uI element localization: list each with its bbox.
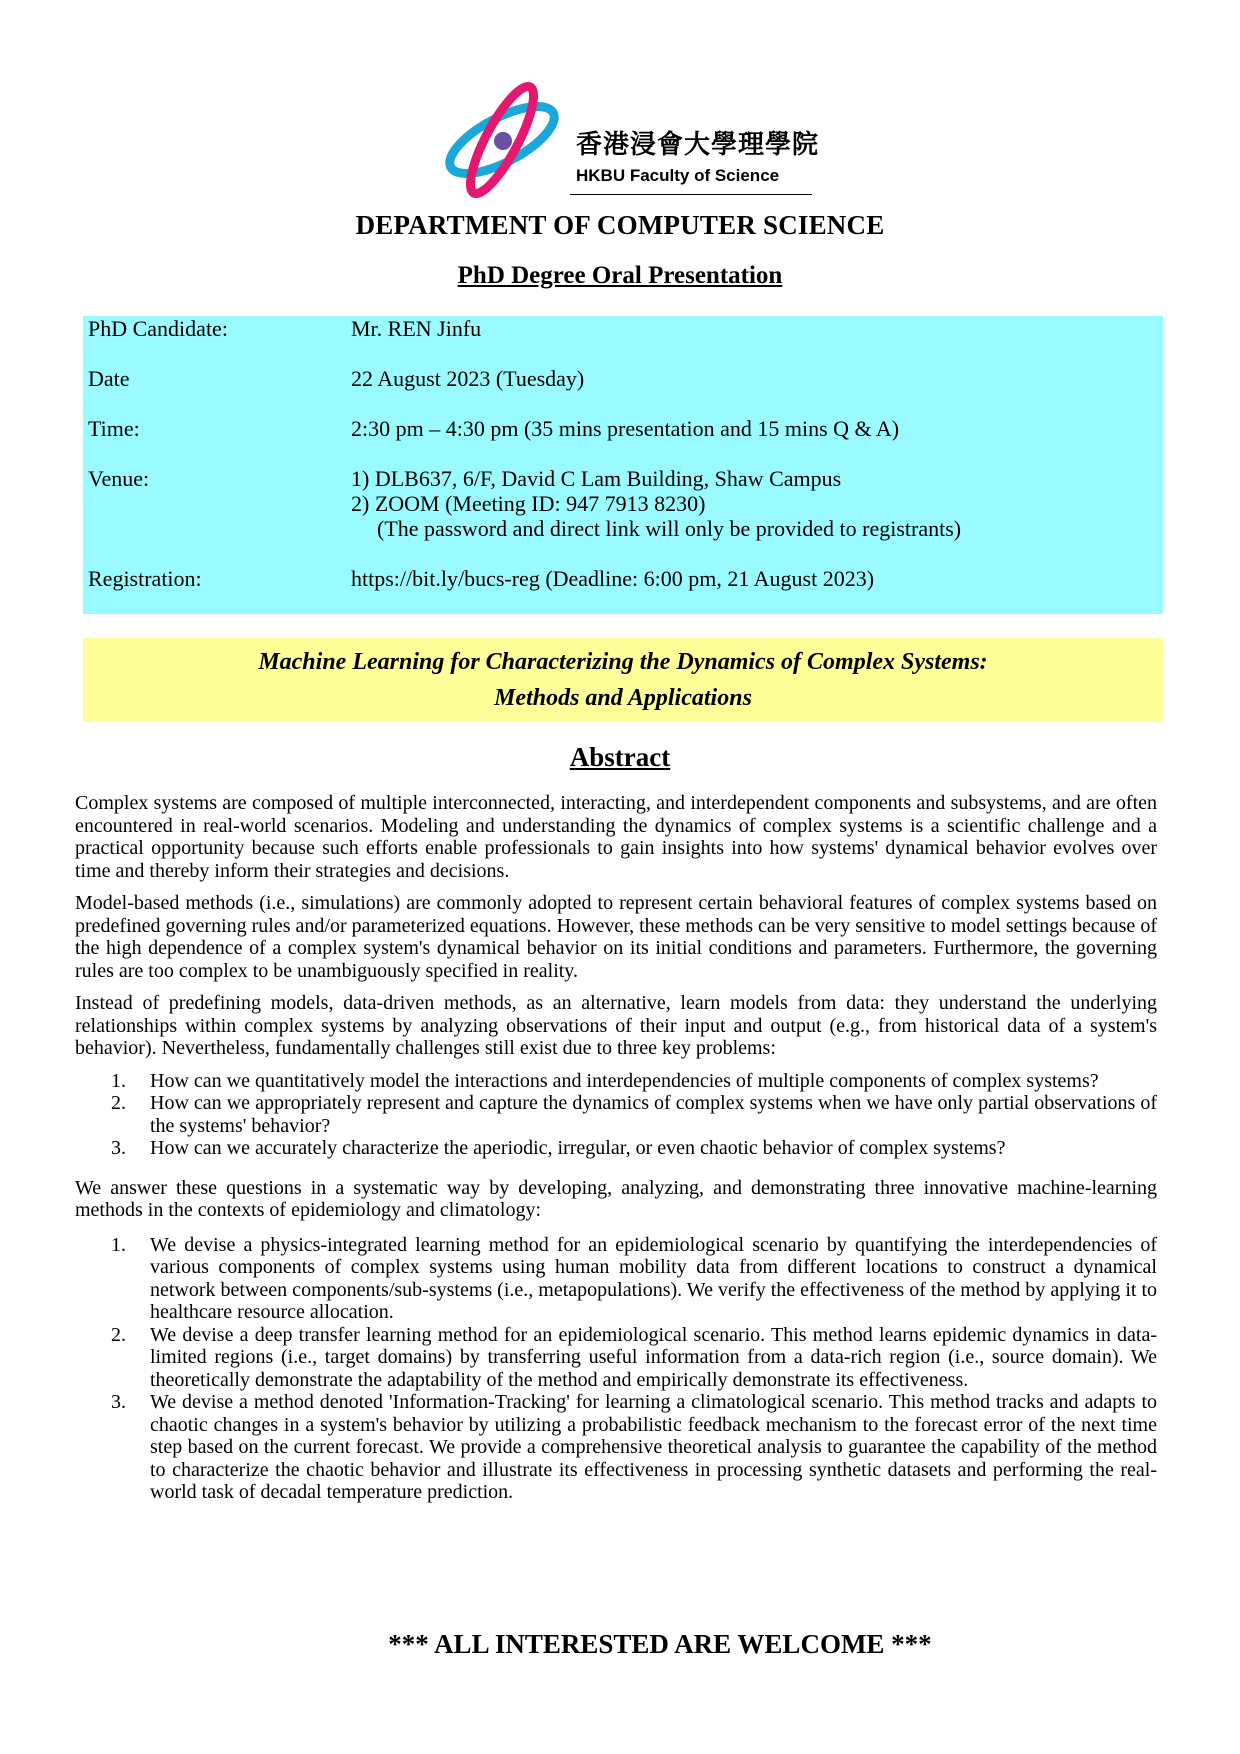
methods-list bbox=[75, 1234, 1157, 1504]
presentation-details-box bbox=[83, 316, 1163, 614]
candidate-value: Mr. REN Jinfu bbox=[351, 316, 482, 341]
question-number: 2. bbox=[111, 1092, 126, 1114]
thesis-title-line-1: Machine Learning for Characterizing the Dynamics of Complex Systems: bbox=[258, 649, 988, 675]
registration-label: Registration: bbox=[88, 566, 202, 591]
method-number: 1. bbox=[111, 1233, 126, 1256]
method-text: We devise a deep transfer learning method for an epidemiological scenario. This method learns epidemic dynamics in data-limited regions (i.e., target domains) by transferring useful information from a data-rich region (i.e., source domain). We theoretically demonstrate the adaptability of the method and empirically demonstrate its effectiveness. bbox=[150, 1323, 1157, 1391]
faculty-logo bbox=[440, 72, 820, 202]
abstract-paragraph-3: Instead of predefining models, data-driven methods, as an alternative, learn models from data: they understand the underlying relationships within complex systems by analyzing observations of their input and output (e.g., from historical data of a system's behavior). Nevertheless, fundamentally challenges still exist due to three key problems: bbox=[75, 992, 1157, 1059]
atom-logo-icon bbox=[440, 72, 575, 202]
abstract-paragraph-2: Model-based methods (i.e., simulations) are commonly adopted to represent certain behavioral features of complex systems based on predefined governing rules and/or parameterized equations. However, these methods can be very sensitive to model settings because of the high dependence of a complex system's dynamical behavior on its initial conditions and parameters. Furthermore, the governing rules are too complex to be unambiguously specified in reality. bbox=[75, 892, 1157, 982]
venue-line-1: 1) DLB637, 6/F, David C Lam Building, Shaw Campus bbox=[351, 466, 842, 491]
venue-line-2: 2) ZOOM (Meeting ID: 947 7913 8230) bbox=[351, 491, 706, 516]
faculty-chinese-name: 香港浸會大學理學院 bbox=[576, 130, 820, 160]
thesis-title-line-2: Methods and Applications bbox=[494, 685, 752, 711]
logo-divider bbox=[570, 194, 812, 195]
abstract-paragraph-1: Complex systems are composed of multiple interconnected, interacting, and interdependent components and subsystems, and are often encountered in real-world scenarios. Modeling and understanding the dynamics of complex systems is a scientific challenge and a practical opportunity because such efforts enable professionals to gain insights into how systems' dynamical behavior evolves over time and thereby inform their strategies and decisions. bbox=[75, 792, 1157, 882]
question-text: How can we appropriately represent and capture the dynamics of complex systems when we have only partial observations of the systems' behavior? bbox=[150, 1092, 1157, 1137]
question-item bbox=[75, 1137, 1157, 1160]
question-text: How can we accurately characterize the aperiodic, irregular, or even chaotic behavior of complex systems? bbox=[150, 1137, 1006, 1159]
welcome-footer: *** ALL INTERESTED ARE WELCOME *** bbox=[388, 1629, 932, 1659]
method-number: 2. bbox=[111, 1323, 126, 1346]
question-text: How can we quantitatively model the interactions and interdependencies of multiple components of complex systems? bbox=[150, 1069, 1099, 1092]
abstract-body bbox=[75, 792, 1157, 1504]
method-text: We devise a physics-integrated learning method for an epidemiological scenario by quantifying the interdependencies of various components of complex systems using human mobility data from different locations to construct a dynamical network between components/sub-systems (i.e., metapopulations). We verify the effectiveness of the method by applying it to healthcare resource allocation. bbox=[150, 1233, 1157, 1323]
venue-value bbox=[351, 466, 961, 541]
question-item bbox=[75, 1092, 1157, 1137]
registration-value: https://bit.ly/bucs-reg (Deadline: 6:00 pm, 21 August 2023) bbox=[351, 566, 875, 591]
method-text: We devise a method denoted 'Information-Tracking' for learning a climatological scenario. This method tracks and adapts to chaotic changes in a system's behavior by utilizing a probabilistic feedback mechanism to the forecast error of the next time step based on the current forecast. We provide a comprehensive theoretical analysis to guarantee the capability of the method to characterize the chaotic behavior and illustrate its effectiveness in processing synthetic datasets and performing the real-world task of decadal temperature prediction. bbox=[150, 1391, 1157, 1503]
questions-list bbox=[75, 1070, 1157, 1160]
question-number: 3. bbox=[111, 1137, 126, 1159]
method-item bbox=[75, 1391, 1157, 1504]
question-item bbox=[75, 1070, 1157, 1093]
faculty-english-name: HKBU Faculty of Science bbox=[576, 166, 780, 185]
department-heading: DEPARTMENT OF COMPUTER SCIENCE bbox=[355, 210, 885, 240]
venue-line-3: (The password and direct link will only be provided to registrants) bbox=[377, 516, 962, 541]
date-label: Date bbox=[88, 366, 130, 391]
date-value: 22 August 2023 (Tuesday) bbox=[351, 366, 585, 391]
abstract-heading: Abstract bbox=[569, 742, 671, 772]
candidate-label: PhD Candidate: bbox=[88, 316, 228, 341]
venue-label: Venue: bbox=[88, 466, 150, 491]
method-item bbox=[75, 1324, 1157, 1392]
method-item bbox=[75, 1234, 1157, 1324]
question-number: 1. bbox=[111, 1069, 126, 1092]
abstract-paragraph-4: We answer these questions in a systematic way by developing, analyzing, and demonstrating three innovative machine-learning methods in the contexts of epidemiology and climatology: bbox=[75, 1176, 1157, 1221]
thesis-title-box bbox=[83, 638, 1163, 722]
time-value: 2:30 pm – 4:30 pm (35 mins presentation and 15 mins Q & A) bbox=[351, 416, 900, 441]
method-number: 3. bbox=[111, 1391, 126, 1413]
time-label: Time: bbox=[88, 416, 140, 441]
presentation-type-heading: PhD Degree Oral Presentation bbox=[457, 262, 783, 289]
